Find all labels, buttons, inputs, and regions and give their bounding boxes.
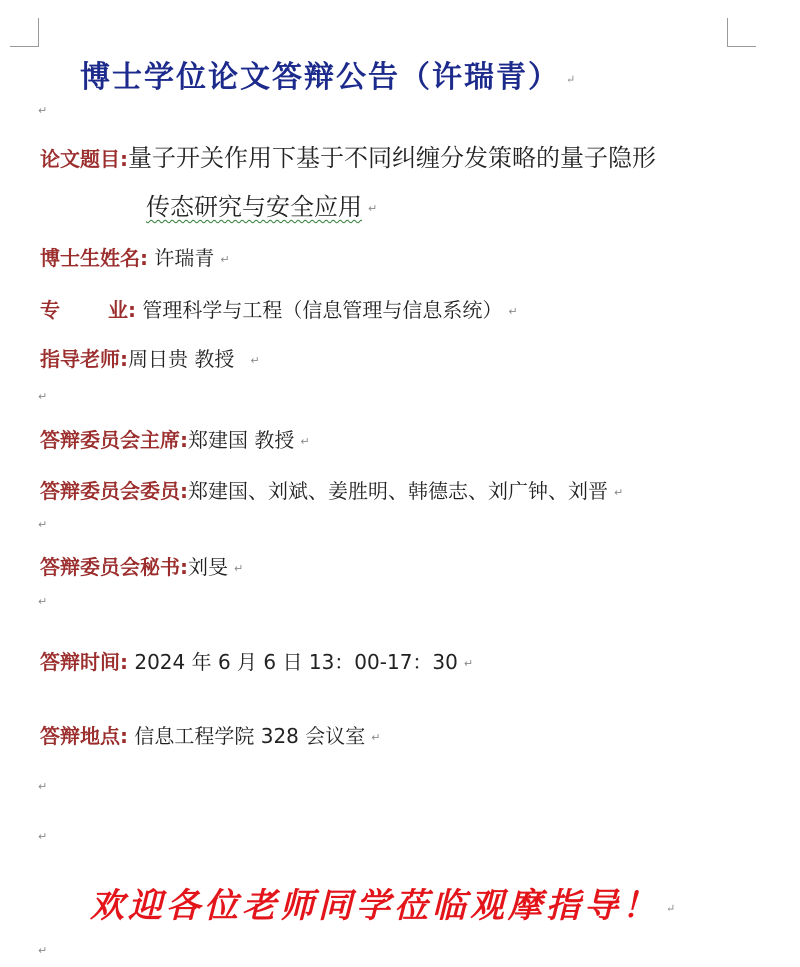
members-names: 郑建国、刘斌、姜胜明、韩德志、刘广钟、刘晋 <box>188 479 608 503</box>
paragraph-mark-icon: ↵ <box>38 944 48 957</box>
advisor-row <box>40 343 260 372</box>
chair-label: 答辩委员会主席: <box>40 428 188 452</box>
location-value: 信息工程学院 328 会议室 <box>134 724 366 748</box>
paragraph-mark-icon: ↵ <box>234 562 244 575</box>
major-label-b: 业: <box>108 298 136 322</box>
welcome-message <box>90 878 710 927</box>
thesis-topic-line1: 量子开关作用下基于不同纠缠分发策略的量子隐形 <box>128 144 656 172</box>
paragraph-mark-icon: ↵ <box>38 518 48 531</box>
members-row <box>40 475 623 504</box>
major-row <box>40 294 518 323</box>
major-value: 管理科学与工程（信息管理与信息系统） <box>142 298 503 322</box>
paragraph-mark-icon: ↵ <box>368 201 378 215</box>
candidate-label: 博士生姓名: <box>40 246 148 270</box>
paragraph-mark-icon: ↵ <box>463 657 474 670</box>
welcome-text: 欢迎各位老师同学莅临观摩指导！ <box>90 886 660 926</box>
secretary-label: 答辩委员会秘书: <box>40 555 188 579</box>
announcement-title <box>80 52 740 96</box>
location-label: 答辩地点: <box>40 724 128 748</box>
paragraph-mark-icon: ↵ <box>300 435 310 448</box>
secretary-name: 刘旻 <box>188 555 228 579</box>
paragraph-mark-icon: ↵ <box>38 830 48 843</box>
paragraph-mark-icon: ↵ <box>38 780 48 793</box>
page-corner-mark-top-right <box>727 18 756 47</box>
paragraph-mark-icon: ↵ <box>38 104 48 117</box>
paragraph-mark-icon: ↵ <box>666 901 676 915</box>
advisor-name: 周日贵 教授 <box>128 347 235 371</box>
location-row <box>40 720 380 749</box>
candidate-row <box>40 242 230 271</box>
paragraph-mark-icon: ↵ <box>566 72 576 86</box>
paragraph-mark-icon: ↵ <box>250 354 260 367</box>
page-corner-mark-top-left <box>10 18 39 47</box>
chair-row <box>40 424 310 453</box>
thesis-topic-line2: 传态研究与安全应用 <box>146 193 362 221</box>
paragraph-mark-icon: ↵ <box>38 390 48 403</box>
thesis-topic-row-2 <box>146 187 377 222</box>
paragraph-mark-icon: ↵ <box>371 731 381 744</box>
thesis-topic-label: 论文题目: <box>40 147 128 171</box>
members-label: 答辩委员会委员: <box>40 479 188 503</box>
time-label: 答辩时间: <box>40 650 128 674</box>
time-row <box>40 646 473 675</box>
major-label-a: 专 <box>40 298 60 322</box>
paragraph-mark-icon: ↵ <box>614 486 624 499</box>
paragraph-mark-icon: ↵ <box>508 305 518 318</box>
paragraph-mark-icon: ↵ <box>220 253 230 266</box>
paragraph-mark-icon: ↵ <box>38 595 48 608</box>
time-value: 2024 年 6 月 6 日 13：00-17：30 <box>134 650 458 674</box>
thesis-topic-row <box>40 138 656 173</box>
advisor-label: 指导老师: <box>40 347 128 371</box>
secretary-row <box>40 551 243 580</box>
candidate-name: 许瑞青 <box>154 246 215 270</box>
title-text: 博士学位论文答辩公告（许瑞青） <box>80 60 560 95</box>
chair-name: 郑建国 教授 <box>188 428 295 452</box>
